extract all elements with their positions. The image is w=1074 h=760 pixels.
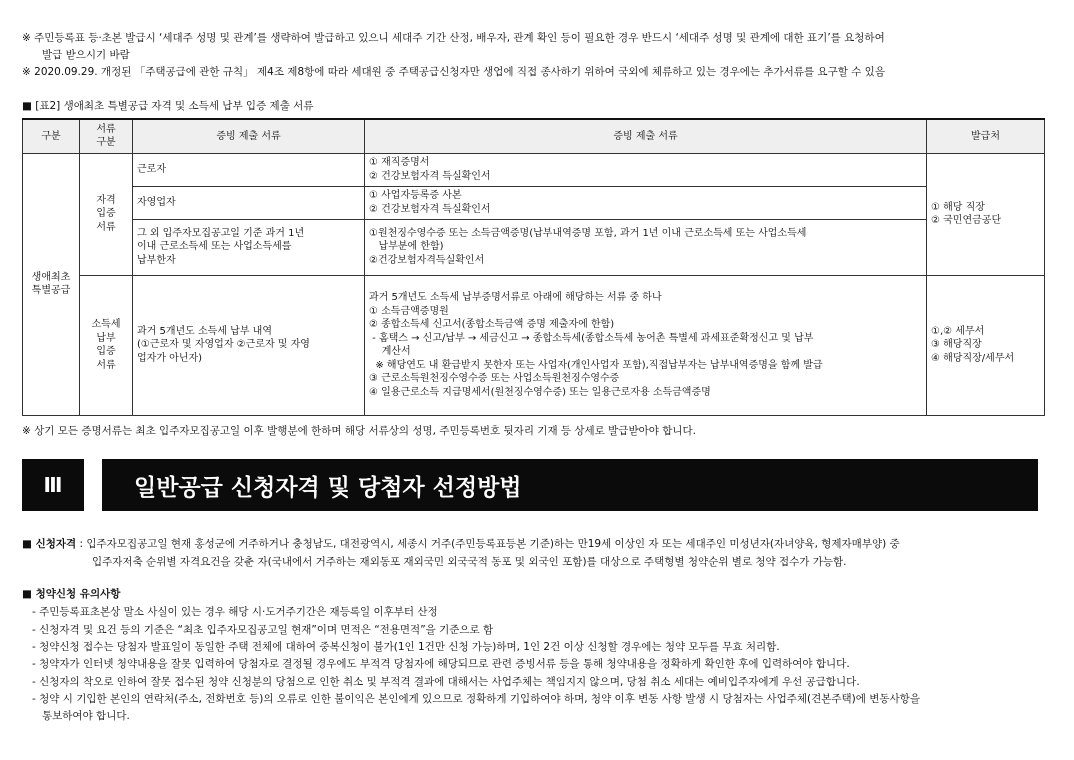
group2-label: 소득세 납부 입증 서류: [80, 275, 133, 415]
qualification-text: : 입주자모집공고일 현재 홍성군에 거주하거나 충청남도, 대전광역시, 세종시 거주(주민등록표등본 기준)하는 만19세 이상인 자 또는 세대주인 미성년자(자녀양육, 형제자매부양) 중: [76, 538, 900, 550]
header-proof-docs: 증빙 제출 서류: [133, 119, 365, 153]
header-doc-type: 서류 구분: [80, 119, 133, 153]
qualification-line: 입주자저축 순위별 자격요건을 갖춘 자(국내에서 거주하는 재외동포 재외국민 외국국적 동포 및 외국인 포함)를 대상으로 주택형별 청약순위 별로 청약 접수가 가능함.: [92, 556, 847, 568]
issuer-cell: ① 해당 직장 ② 국민연금공단: [927, 153, 1045, 275]
qualification-line: [22, 537, 900, 551]
list-item: - 청약 시 기입한 본인의 연락처(주소, 전화번호 등)의 오류로 인한 불이익은 본인에게 있으므로 정확하게 기입하여야 하며, 청약 이후 변동 사항 발생 시 당첨자는 사업주체(견본주택)에 변동사항을: [32, 693, 920, 705]
note-line: 발급 받으시기 바람: [42, 49, 130, 61]
table-title: ■ [표2] 생애최초 특별공급 자격 및 소득세 납부 입증 제출 서류: [22, 100, 314, 112]
applicant-type: 과거 5개년도 소득세 납부 내역 (①근로자 및 자영업자 ②근로자 및 자영 업자가 아닌자): [133, 275, 365, 415]
applicant-type: 자영업자: [133, 186, 365, 219]
header-proof-docs: 증빙 제출 서류: [365, 119, 927, 153]
applicant-type: 근로자: [133, 153, 365, 186]
list-item: - 신청자격 및 요건 등의 기준은 “최초 입주자모집공고일 현재”이며 면적은 “전용면적”을 기준으로 함: [32, 624, 494, 636]
issuer-cell: ①,② 세무서 ③ 해당직장 ④ 해당직장/세무서: [927, 275, 1045, 415]
proof-docs-cell: 과거 5개년도 소득세 납부증명서류로 아래에 해당하는 서류 중 하나 ① 소득금액증명원 ② 종합소득세 신고서(종합소득금액 증명 제출자에 한함) - 홈택스 → 신고/납부 → 세금신고 → 종합소득세(종합소득세 농어촌 특별세 과세표준확정신고 및 납부 계산서 ※ 해당연도 내 환급받지 못한자 또는 사업자(개인사업자 포함),직접납부자는 납부내역증명을 함께 발급 ③ 근로소득원천징수영수증 또는 사업소득원천징수영수증 ④ 일용근로소득 지급명세서(원천징수영수증) 또는 일용근로자용 소득금액증명: [365, 275, 927, 415]
list-item: - 주민등록표초본상 말소 사실이 있는 경우 해당 시·도거주기간은 재등록일 이후부터 산정: [32, 606, 438, 618]
list-item: 통보하여야 합니다.: [42, 710, 130, 722]
applicant-type: 그 외 입주자모집공고일 기준 과거 1년 이내 근로소득세 또는 사업소득세를 납부한자: [133, 219, 365, 275]
note-line: ※ 2020.09.29. 개정된 「주택공급에 관한 규칙」 제4조 제8항에 따라 세대원 중 주택공급신청자만 생업에 직접 종사하기 위하여 국외에 체류하고 있는 경우에는 추가서류를 요구할 수 있음: [22, 66, 885, 78]
header-issuer: 발급처: [927, 119, 1045, 153]
header-gubun: 구분: [23, 119, 80, 153]
cautions-label: ■ 청약신청 유의사항: [22, 588, 121, 600]
section-title: 일반공급 신청자격 및 당첨자 선정방법: [102, 459, 1038, 511]
note-line: ※ 주민등록표 등·초본 발급시 ‘세대주 성명 및 관계’를 생략하여 발급하고 있으니 세대주 기간 산정, 배우자, 관계 확인 등이 필요한 경우 반드시 ‘세대주 성명 및 관계에 대한 표기’를 요청하여: [22, 32, 885, 44]
list-item: - 신청자의 착오로 인하여 잘못 접수된 청약 신청분의 당첨으로 인한 취소 및 부적격 결과에 대해서는 사업주체는 책임지지 않으며, 당첨 취소 세대는 예비입주자에게 우선 공급합니다.: [32, 676, 860, 688]
group1-label: 자격 입증 서류: [80, 153, 133, 275]
section-number: Ⅲ: [22, 459, 84, 511]
category-cell: 생애최초 특별공급: [23, 153, 80, 415]
list-item: - 청약신청 접수는 당첨자 발표일이 동일한 주택 전체에 대하여 중복신청이 불가(1인 1건만 신청 가능)하며, 1인 2건 이상 신청할 경우에는 청약 모두를 무효 처리함.: [32, 641, 780, 653]
documents-table: [22, 118, 1045, 416]
list-item: - 청약자가 인터넷 청약내용을 잘못 입력하여 당첨자로 결정될 경우에도 부적격 당첨자에 해당되므로 관련 증빙서류 등을 통해 청약내용을 정확하게 확인한 후에 입력하여야 합니다.: [32, 658, 850, 670]
qualification-label: ■ 신청자격: [22, 538, 77, 550]
proof-docs-cell: ① 사업자등록증 사본 ② 건강보험자격 득실확인서: [365, 186, 927, 219]
table-footnote: ※ 상기 모든 증명서류는 최초 입주자모집공고일 이후 발행분에 한하며 해당 서류상의 성명, 주민등록번호 뒷자리 기재 등 상세로 발급받아야 합니다.: [22, 425, 696, 437]
proof-docs-cell: ①원천징수영수증 또는 소득금액증명(납부내역증명 포함, 과거 1년 이내 근로소득세 또는 사업소득세 납부분에 한함) ②건강보험자격득실확인서: [365, 219, 927, 275]
proof-docs-cell: ① 재직증명서 ② 건강보험자격 득실확인서: [365, 153, 927, 186]
